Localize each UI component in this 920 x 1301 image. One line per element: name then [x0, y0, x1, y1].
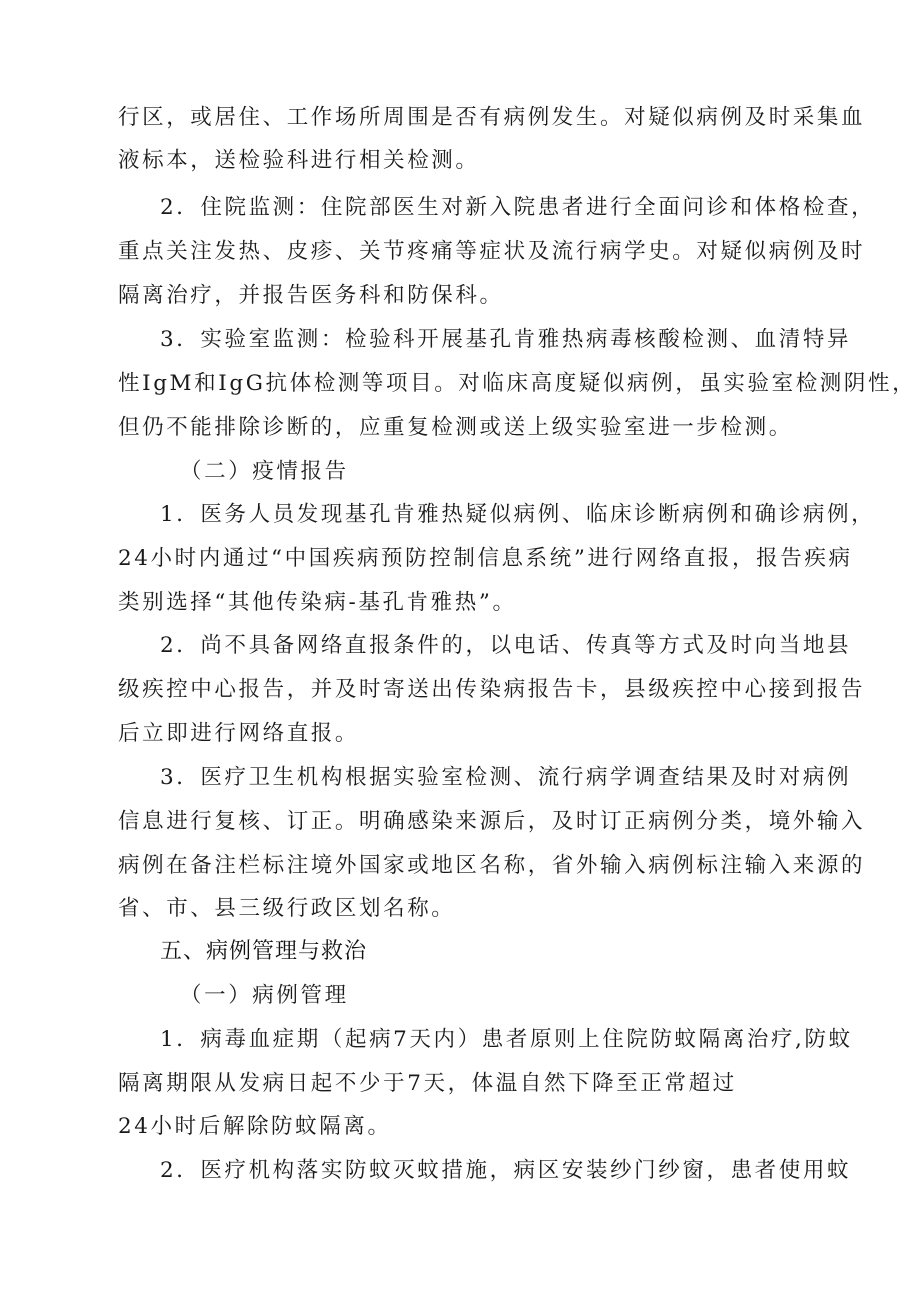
text-line: 2．住院监测：住院部医生对新入院患者进行全面问诊和体格检查，	[160, 195, 876, 220]
subsection-heading: （二）疫情报告	[180, 459, 349, 484]
text-line: 类别选择“其他传染病-基孔肯雅热”。	[118, 590, 517, 615]
text-line: 后立即进行网络直报。	[118, 721, 360, 746]
text-line: 性IgM和IgG抗体检测等项目。对临床高度疑似病例，虽实验室检测阴性，	[118, 371, 917, 396]
text-line: 隔离期限从发病日起不少于7天，体温自然下降至正常超过	[118, 1071, 737, 1096]
text-line: 24小时后解除防蚊隔离。	[118, 1114, 392, 1139]
text-line: 级疾控中心报告，并及时寄送出传染病报告卡，县级疾控中心接到报告	[118, 677, 866, 702]
text-line: 2．尚不具备网络直报条件的，以电话、传真等方式及时向当地县	[160, 633, 852, 658]
text-line: 2．医疗机构落实防蚊灭蚊措施，病区安装纱门纱窗，患者使用蚊	[160, 1158, 852, 1183]
text-line: 行区，或居住、工作场所周围是否有病例发生。对疑似病例及时采集血	[118, 105, 866, 130]
text-line: 隔离治疗，并报告医务科和防保科。	[118, 283, 504, 308]
text-line: 1．病毒血症期（起病7天内）患者原则上住院防蚊隔离治疗,防蚊	[160, 1027, 853, 1052]
text-line: 但仍不能排除诊断的，应重复检测或送上级实验室进一步检测。	[118, 415, 793, 440]
section-heading: 五、病例管理与救治	[160, 939, 368, 964]
text-line: 病例在备注栏标注境外国家或地区名称，省外输入病例标注输入来源的	[118, 853, 866, 878]
text-line: 信息进行复核、订正。明确感染来源后，及时订正病例分类，境外输入	[118, 809, 866, 834]
text-line: 1．医务人员发现基孔肯雅热疑似病例、临床诊断病例和确诊病例，	[160, 502, 876, 527]
text-line: 省、市、县三级行政区划名称。	[118, 896, 456, 921]
text-line: 液标本，送检验科进行相关检测。	[118, 148, 480, 173]
text-line: 3．实验室监测：检验科开展基孔肯雅热病毒核酸检测、血清特异	[160, 327, 852, 352]
text-line: 24小时内通过“中国疾病预防控制信息系统”进行网络直报，报告疾病	[118, 546, 853, 571]
text-line: 3．医疗卫生机构根据实验室检测、流行病学调查结果及时对病例	[160, 765, 852, 790]
text-line: 重点关注发热、皮疹、关节疼痛等症状及流行病学史。对疑似病例及时	[118, 239, 866, 264]
subsection-heading: （一）病例管理	[180, 983, 349, 1008]
